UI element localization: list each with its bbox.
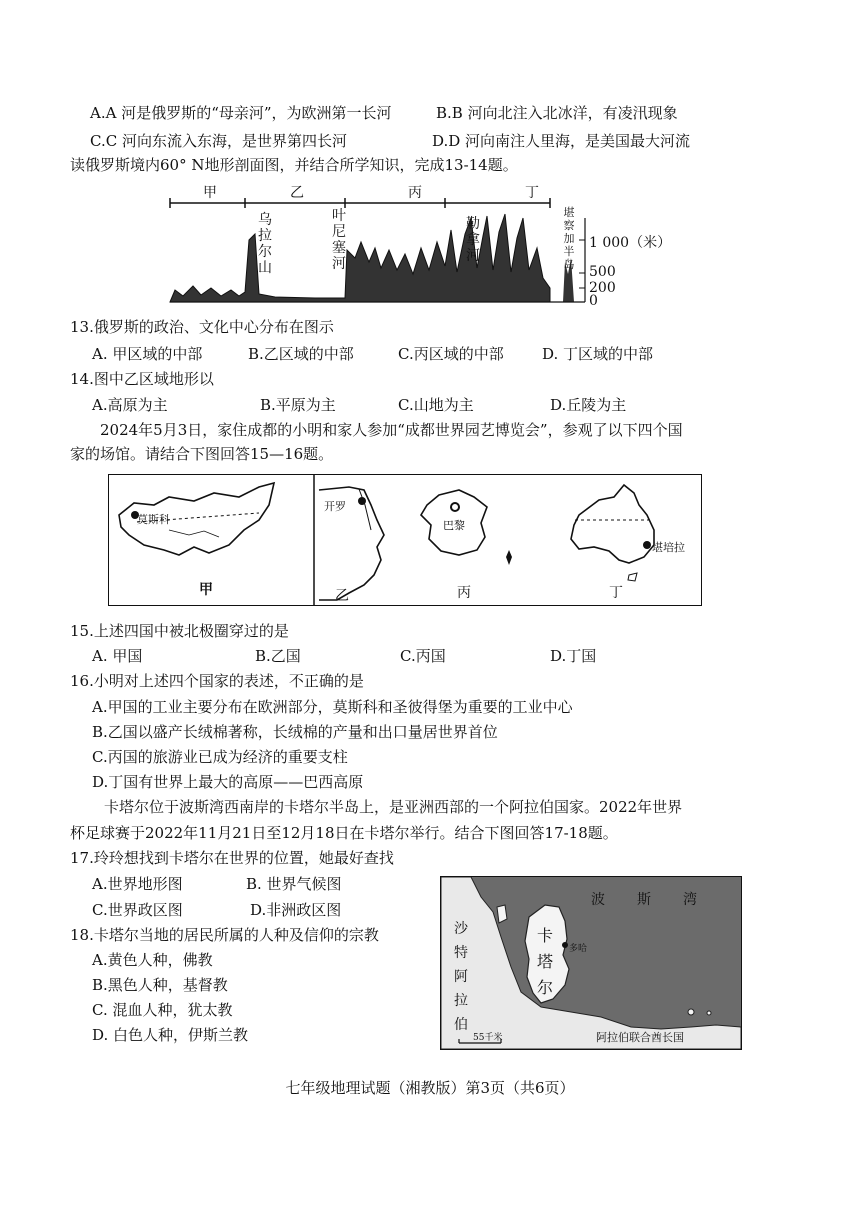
q12-option-c: C.C 河向东流入东海，是世界第四长河 [90,132,347,150]
q18-option-d: D. 白色人种，伊斯兰教 [92,1026,249,1044]
q12-option-b: B.B 河向北注入北冰洋，有凌汛现象 [436,104,678,122]
q18-option-c: C. 混血人种，犹太教 [92,1001,233,1019]
axis-tick-500: 500 [589,264,616,280]
profile-region-bing: 丙 [408,185,422,201]
q18-option-a: A.黄色人种，佛教 [92,951,213,969]
label-kamchatka: 堪察加半岛 [563,206,575,271]
q14-option-c: C.山地为主 [398,396,474,414]
map-jia-city: 莫斯科 [137,513,170,526]
q15-option-d: D.丁国 [550,647,597,665]
map-yi-label: 乙 [335,588,349,604]
profile-region-ding: 丁 [525,185,539,201]
qatar-map-doha-label: 多哈 [569,944,588,954]
q14-option-a: A.高原为主 [92,396,168,414]
q17-option-a: A.世界地形图 [92,875,183,893]
axis-unit-label: 1 000（米） [589,235,672,251]
intro-15-16-line1: 2024年5月3日，家住成都的小明和家人参加“成都世界园艺博览会”，参观了以下四个国 [100,421,683,439]
profile-region-yi: 乙 [290,185,304,201]
q18-option-b: B.黑色人种，基督教 [92,976,228,994]
q15-option-b: B.乙国 [255,647,301,665]
q17-option-b: B. 世界气候图 [246,875,342,893]
label-lena: 勒拿河 [466,216,480,264]
profile-region-jia: 甲 [203,185,217,201]
axis-tick-0: 0 [589,293,598,309]
terrain-profile-figure [165,178,672,309]
page-footer: 七年级地理试题（湘教版）第3页（共6页） [285,1079,575,1097]
q17-stem: 17.玲玲想找到卡塔尔在世界的位置，她最好查找 [70,849,394,867]
qatar-map-qatar-label: 卡塔尔 [537,926,554,997]
q17-option-d: D.非洲政区图 [250,901,342,919]
q18-stem: 18.卡塔尔当地的居民所属的人种及信仰的宗教 [70,926,379,944]
map-ding-label: 丁 [609,585,623,601]
q16-option-c: C.丙国的旅游业已成为经济的重要支柱 [92,748,348,766]
map-bing-label: 丙 [457,585,471,601]
four-country-maps [108,474,702,606]
label-yenisei: 叶尼塞河 [332,208,346,272]
q12-option-a: A.A 河是俄罗斯的“母亲河”，为欧洲第一长河 [90,104,392,122]
q16-option-b: B.乙国以盛产长绒棉著称，长绒棉的产量和出口量居世界首位 [92,723,498,741]
map-ding-city: 堪培拉 [652,541,685,554]
map-bing-city: 巴黎 [443,519,465,532]
axis-tick-200: 200 [589,280,616,296]
map-yi-city: 开罗 [324,500,346,513]
q17-option-c: C.世界政区图 [92,901,183,919]
q14-stem: 14.图中乙区域地形以 [70,370,214,388]
q16-stem: 16.小明对上述四个国家的表述，不正确的是 [70,672,364,690]
qatar-map-scale-label: 55千米 [473,1033,503,1043]
q14-option-b: B.平原为主 [260,396,336,414]
q16-option-a: A.甲国的工业主要分布在欧洲部分，莫斯科和圣彼得堡为重要的工业中心 [92,698,573,716]
intro-17-18-line1: 卡塔尔位于波斯湾西南岸的卡塔尔半岛上，是亚洲西部的一个阿拉伯国家。2022年世界 [104,798,683,816]
qatar-map [440,876,742,1050]
q13-option-b: B.乙区域的中部 [248,345,354,363]
q15-option-a: A. 甲国 [92,647,143,665]
intro-17-18-line2: 杯足球赛于2022年11月21日至12月18日在卡塔尔举行。结合下图回答17-18题。 [70,824,618,842]
q12-option-d: D.D 河向南注人里海，是美国最大河流 [432,132,691,150]
intro-15-16-line2: 家的场馆。请结合下图回答15—16题。 [70,445,334,463]
intro-13-14: 读俄罗斯境内60° N地形剖面图，并结合所学知识，完成13-14题。 [70,156,518,174]
qatar-map-uae-label: 阿拉伯联合酋长国 [596,1031,684,1044]
q13-option-c: C.丙区域的中部 [398,345,504,363]
q15-option-c: C.丙国 [400,647,446,665]
qatar-map-saudi-label: 沙特阿拉伯 [454,921,468,1033]
label-ural: 乌拉尔山 [258,212,272,276]
q15-stem: 15.上述四国中被北极圈穿过的是 [70,622,289,640]
qatar-map-gulf-label: 波斯湾 [591,892,729,908]
q16-option-d: D.丁国有世界上最大的高原——巴西高原 [92,773,364,791]
q13-option-d: D. 丁区域的中部 [542,345,654,363]
map-jia-label: 甲 [199,582,213,598]
q14-option-d: D.丘陵为主 [550,396,627,414]
q13-option-a: A. 甲区域的中部 [92,345,203,363]
q13-stem: 13.俄罗斯的政治、文化中心分布在图示 [70,318,334,336]
